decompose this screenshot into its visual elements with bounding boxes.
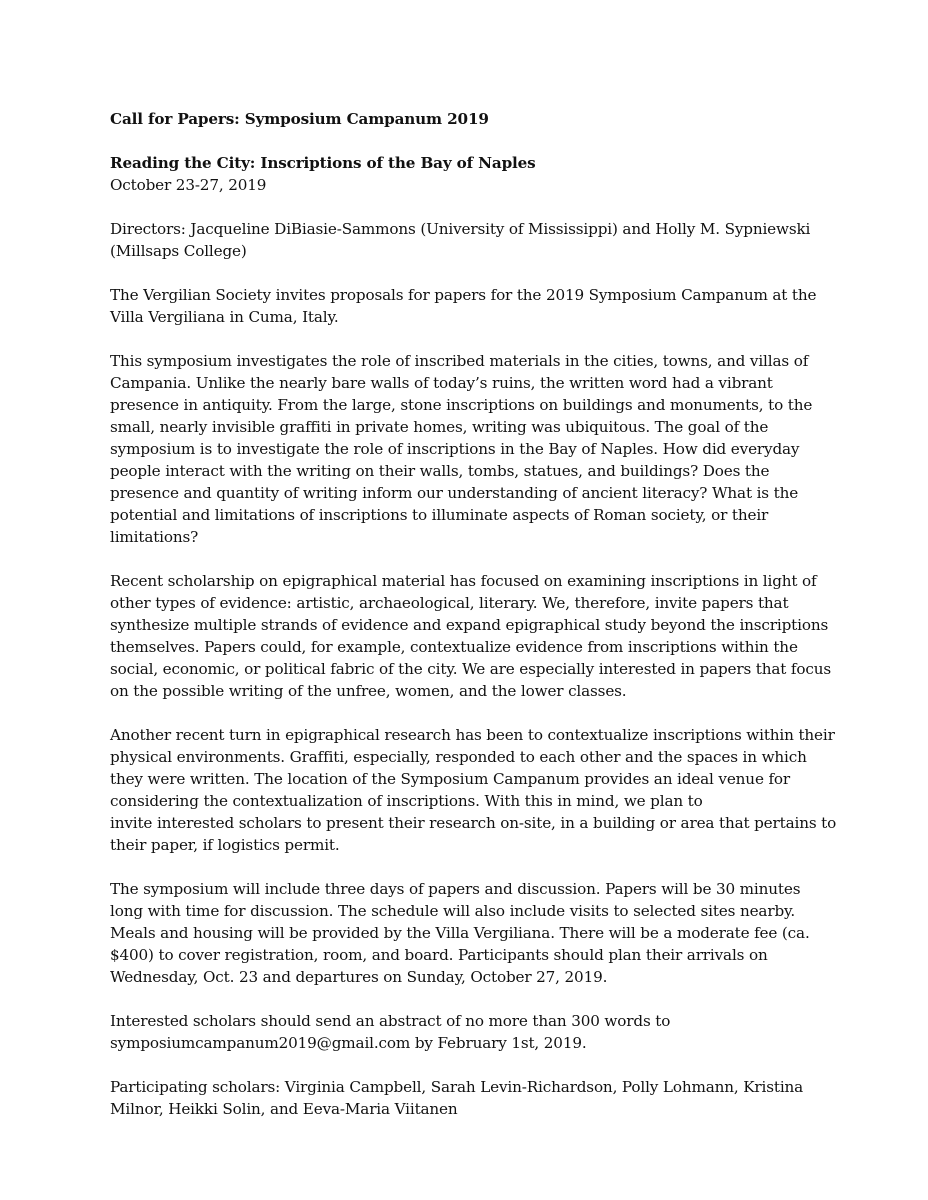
paragraph-line: Recent scholarship on epigraphical material has focused on examining inscriptions in light of bbox=[110, 572, 817, 590]
document-page bbox=[110, 108, 837, 1142]
event-dates: October 23-27, 2019 bbox=[110, 176, 267, 194]
directors-line: Directors: Jacqueline DiBiasie-Sammons (University of Mississippi) and Holly M. Sypniewski bbox=[110, 220, 811, 238]
paragraph-line: symposium is to investigate the role of inscriptions in the Bay of Naples. How did everyday bbox=[110, 440, 800, 458]
paragraph-logistics bbox=[110, 878, 810, 988]
paragraph-line: they were written. The location of the Symposium Campanum provides an ideal venue for bbox=[110, 770, 791, 788]
cfp-title-block bbox=[110, 108, 810, 130]
paragraph-line: considering the contextualization of inscriptions. With this in mind, we plan to bbox=[110, 792, 703, 810]
cfp-title: Call for Papers: Symposium Campanum 2019 bbox=[110, 110, 489, 128]
paragraph-submission bbox=[110, 1010, 810, 1054]
paragraph-line: invite interested scholars to present their research on-site, in a building or area that pertains to bbox=[110, 814, 837, 832]
paragraph-line: Campania. Unlike the nearly bare walls of today’s ruins, the written word had a vibrant bbox=[110, 374, 773, 392]
subtitle: Reading the City: Inscriptions of the Bay of Naples bbox=[110, 154, 536, 172]
paragraph-line: social, economic, or political fabric of the city. We are especially interested in papers that focus bbox=[110, 660, 832, 678]
paragraph-line: physical environments. Graffiti, especially, responded to each other and the spaces in which bbox=[110, 748, 807, 766]
paragraph-line: on the possible writing of the unfree, women, and the lower classes. bbox=[110, 682, 627, 700]
paragraph-line: long with time for discussion. The schedule will also include visits to selected sites nearby. bbox=[110, 902, 796, 920]
paragraph-line: $400) to cover registration, room, and board. Participants should plan their arrivals on bbox=[110, 946, 768, 964]
intro-line: The Vergilian Society invites proposals for papers for the 2019 Symposium Campanum at the bbox=[110, 286, 817, 304]
paragraph-line: Meals and housing will be provided by the Villa Vergiliana. There will be a moderate fee (ca. bbox=[110, 924, 810, 942]
paragraph-line: Participating scholars: Virginia Campbell, Sarah Levin-Richardson, Polly Lohmann, Kristina bbox=[110, 1078, 804, 1096]
paragraph-line: presence in antiquity. From the large, stone inscriptions on buildings and monuments, to the bbox=[110, 396, 813, 414]
paragraph-physical-environments bbox=[110, 724, 837, 856]
paragraph-line: their paper, if logistics permit. bbox=[110, 836, 340, 854]
paragraph-line: people interact with the writing on their walls, tombs, statues, and buildings? Does the bbox=[110, 462, 770, 480]
paragraph-line: potential and limitations of inscriptions to illuminate aspects of Roman society, or their bbox=[110, 506, 769, 524]
paragraph-line: themselves. Papers could, for example, contextualize evidence from inscriptions within the bbox=[110, 638, 798, 656]
paragraph-line: Another recent turn in epigraphical research has been to contextualize inscriptions within their bbox=[110, 726, 835, 744]
paragraph-line: small, nearly invisible graffiti in private homes, writing was ubiquitous. The goal of the bbox=[110, 418, 769, 436]
paragraph-line: Interested scholars should send an abstract of no more than 300 words to bbox=[110, 1012, 671, 1030]
paragraph-line: Milnor, Heikki Solin, and Eeva-Maria Viitanen bbox=[110, 1100, 458, 1118]
paragraph-line: presence and quantity of writing inform our understanding of ancient literacy? What is the bbox=[110, 484, 799, 502]
paragraph-line: The symposium will include three days of papers and discussion. Papers will be 30 minutes bbox=[110, 880, 801, 898]
directors-block bbox=[110, 218, 810, 262]
paragraph-line: other types of evidence: artistic, archaeological, literary. We, therefore, invite papers that bbox=[110, 594, 789, 612]
intro-line: Villa Vergiliana in Cuma, Italy. bbox=[110, 308, 339, 326]
paragraph-line: synthesize multiple strands of evidence and expand epigraphical study beyond the inscriptions bbox=[110, 616, 829, 634]
paragraph-line: This symposium investigates the role of inscribed materials in the cities, towns, and villas of bbox=[110, 352, 809, 370]
paragraph-line: Wednesday, Oct. 23 and departures on Sunday, October 27, 2019. bbox=[110, 968, 608, 986]
paragraph-symposium-topic bbox=[110, 350, 813, 548]
paragraph-line: limitations? bbox=[110, 528, 199, 546]
submission-email-line: symposiumcampanum2019@gmail.com by February 1st, 2019. bbox=[110, 1034, 587, 1052]
directors-line: (Millsaps College) bbox=[110, 242, 247, 260]
paragraph-participants bbox=[110, 1076, 810, 1120]
subtitle-block bbox=[110, 152, 810, 196]
paragraph-recent-scholarship bbox=[110, 570, 832, 702]
intro-paragraph bbox=[110, 284, 817, 328]
